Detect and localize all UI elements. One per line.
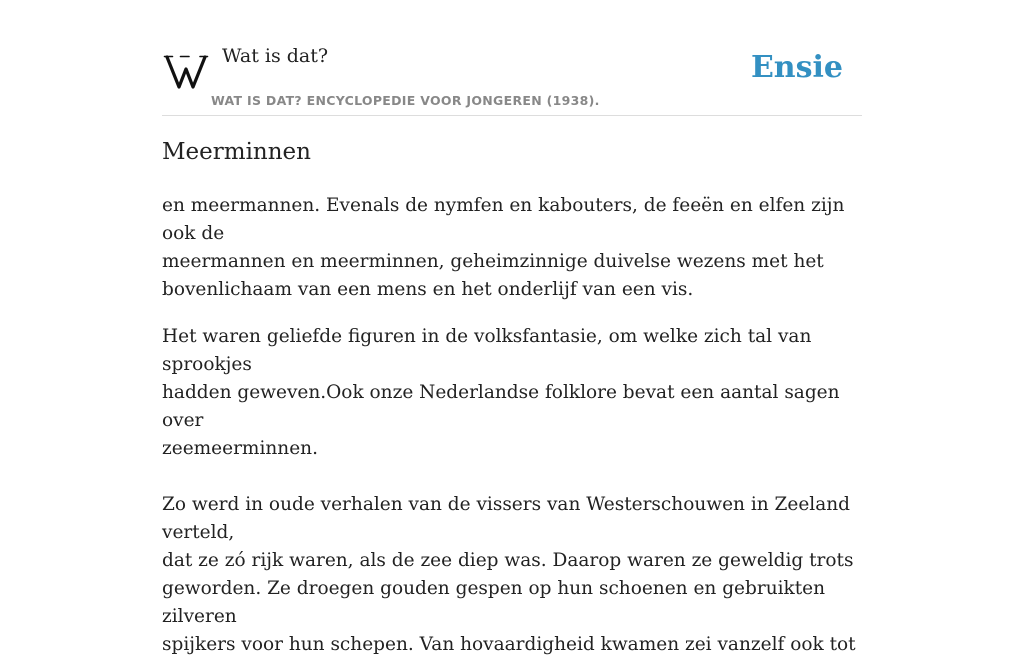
- article-title: Meerminnen: [162, 139, 311, 165]
- article-paragraph: en meermannen. Evenals de nymfen en kabouters, de feeën en elfen zijn ook de meermannen en meerminnen, geheimzinnige duivelse wezens met het bovenlichaam van een mens en het onderlijf van een vis.: [162, 195, 845, 300]
- source-subtitle: WAT IS DAT? ENCYCLOPEDIE VOOR JONGEREN (1938).: [211, 93, 600, 108]
- ensie-brand-link[interactable]: Ensie: [750, 50, 843, 85]
- source-header: [162, 0, 862, 116]
- wikipedia-w-icon[interactable]: [164, 51, 208, 91]
- article-card: [162, 0, 862, 655]
- article-body: [162, 192, 862, 659]
- article-paragraph: Het waren geliefde figuren in de volksfantasie, om welke zich tal van sprookjes hadden geweven.Ook onze Nederlandse folklore bevat een aantal sagen over zeemeerminnen.: [162, 326, 840, 459]
- source-title[interactable]: Wat is dat?: [222, 45, 329, 67]
- article-paragraph: Zo werd in oude verhalen van de vissers van Westerschouwen in Zeeland verteld, dat ze zó rijk waren, als de zee diep was. Daarop waren ze geweldig trots geworden. Ze droegen gouden gespen op hun schoenen en gebruikten zilveren spijkers voor hun schepen. Van hovaardigheid kwamen zei vanzelf ook tot: [162, 494, 856, 655]
